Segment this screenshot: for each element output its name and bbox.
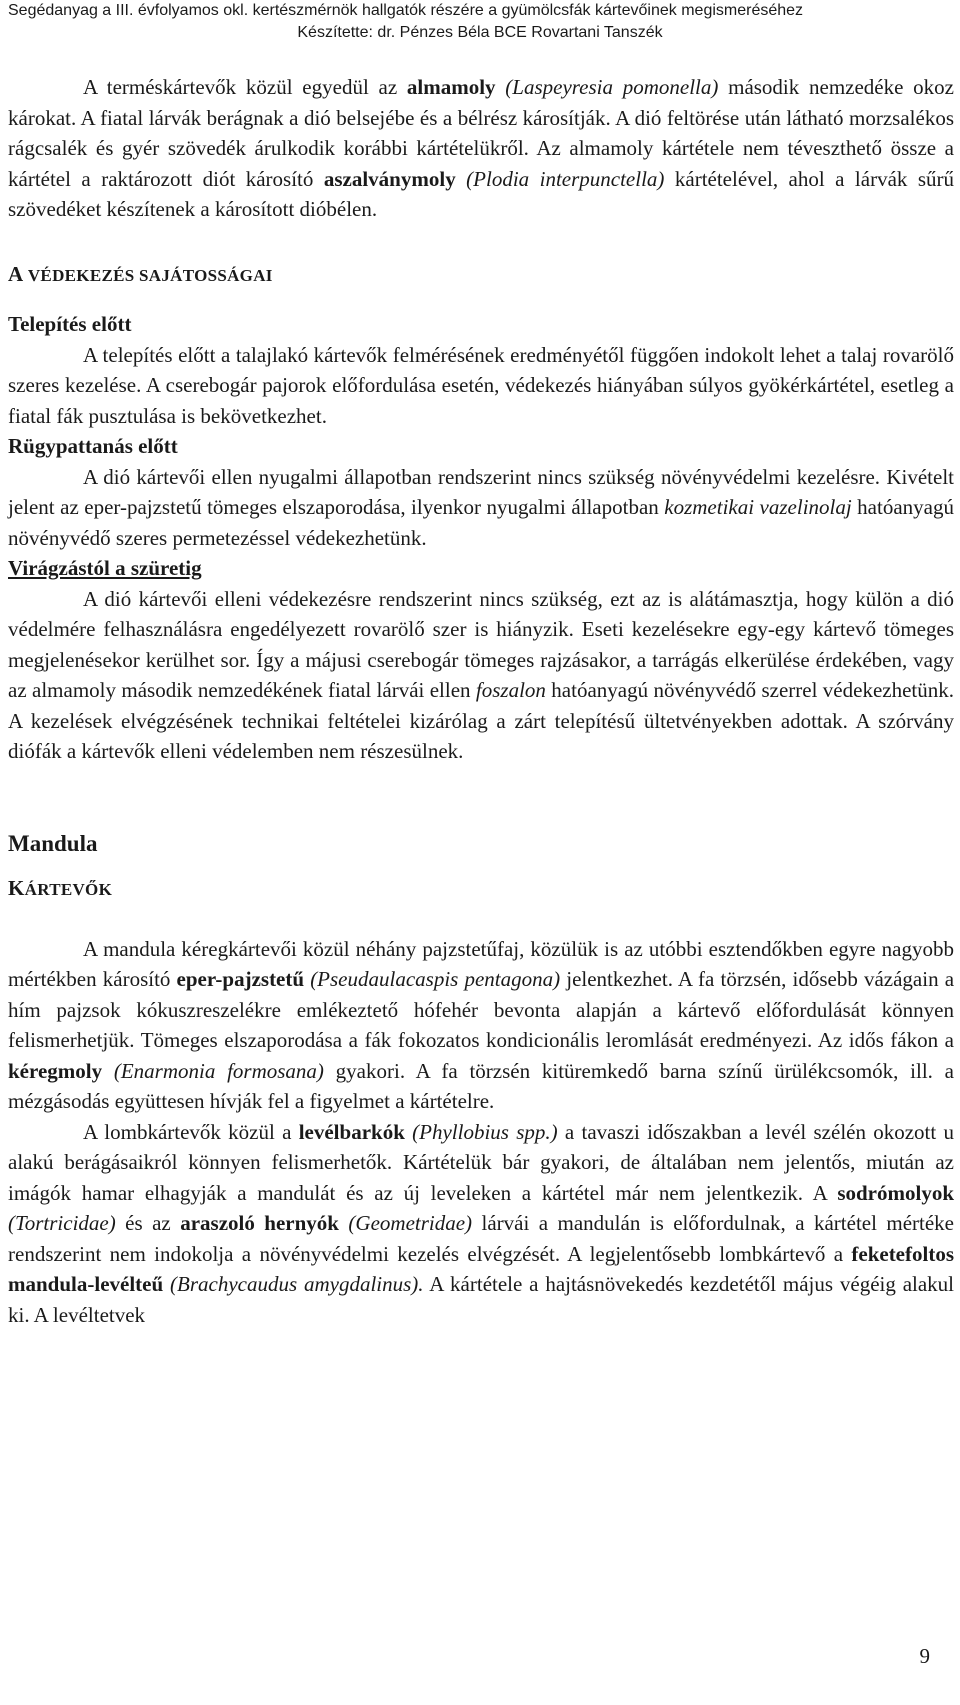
term-levelbarkok: levélbarkók: [298, 1119, 405, 1144]
term-aszalvanymoly: aszalványmoly: [323, 166, 456, 191]
text-run: lárvái a mandulán is előfordulnak, a kártétel mértéke rendszerint nem indokolja a növényvédelmi kezelés elvégzését. A legjelentősebb lombkártevő a: [8, 1211, 955, 1266]
term-sodromolyok: sodrómolyok: [837, 1180, 954, 1205]
header-line-2: Készítette: dr. Pénzes Béla BCE Rovartani Tanszék: [297, 24, 663, 41]
text-run: hatóanyagú növényvédő szeres permetezéssel védekezhetünk.: [8, 495, 954, 550]
text-run: A dió kártevői ellen nyugalmi állapotban rendszerint nincs szükség növényvédelmi kezelésre. Kivételt jelent az eper-pajzstetű tömeges elszaporodása, ilyenkor nyugalmi állapotban: [8, 464, 954, 519]
text-run: hatóanyagú növényvédő szerrel védekezhetünk. A kezelések elvégzésének technikai feltételei kizárólag a zárt telepítésű ültetvényekben adottak. A szórvány diófák a kártevők elleni védelemben nem részesülnek.: [8, 678, 954, 763]
heading-capital: K: [8, 876, 25, 900]
section-heading-kartevok: [8, 873, 954, 906]
latin-name: (Laspeyresia pomonella): [495, 75, 719, 99]
text-run: a tavaszi időszakban a levél szélén okozott u alakú berágásaikról könnyen felismerhetők. Kártételük bár gyakori, de általában nem jelentős, miután az imágók hamar elhagyják a mandulát és az új leveleken a kártétel már nem jelentkezik. A: [8, 1119, 955, 1205]
paragraph-almamoly: [8, 72, 954, 225]
term-eper-pajzstetu: eper-pajzstetű: [176, 967, 305, 991]
subheading-telepites: [8, 309, 954, 340]
paragraph-rugypattanas: [8, 462, 954, 554]
subheading-rugypattanas: [8, 431, 954, 462]
latin-name: (Tortricidae): [8, 1211, 116, 1235]
text-run: és az: [115, 1211, 181, 1235]
term-feketefoltos-levelteu: feketefoltos mandula-levélteű: [8, 1241, 954, 1296]
subheading-text: Telepítés előtt: [8, 312, 132, 336]
latin-name: (Plodia interpunctella): [455, 166, 665, 191]
active-ingredient: kozmetikai vazelinolaj: [664, 495, 852, 519]
text-run: A lombkártevők közül a: [83, 1119, 299, 1144]
paragraph-telepites: A telepítés előtt a talajlakó kártevők felmérésének eredményétől függően indokolt lehet a talaj rovarölő szeres kezelése. A cserebogár pajorok előfordulása esetén, védekezés hiányában súlyos gyökérkártétel, esetleg a fiatal fák pusztulása is bekövetkezhet.: [8, 342, 954, 428]
text-run: A dió kártevői elleni védekezésre rendszerint nincs szükség, ezt az is alátámasztja, hogy külön a dió védelmére felhasználásra engedélyezett rovarölő szer is hiányzik. Eseti kezelésekre egy-egy kártevő tömeges megjelenésekor kerülhet sor. Így a májusi cserebogár tömeges rajzásakor, a tarrágás elkerülése érdekében, vagy az almamoly második nemzedékének fiatal lárvái ellen: [8, 586, 954, 702]
text-run: jelentkezhet. A fa törzsén, idősebb vázágain a hím pajzsok kókuszreszelékre emlékeztető hófehér bevonta alapján a kártevő előfordulását könnyen felismerhetjük. Tömeges elszaporodása a fák fokozatos kondicionális leromlását eredményezi. Az idős fákon a: [8, 967, 955, 1052]
latin-name: (Enarmonia formosana): [102, 1058, 324, 1083]
page-header: [0, 0, 960, 50]
text-run: A mandula kéregkártevői közül néhány pajzstetűfaj, közülük is az utóbbi esztendőkben egyre nagyobb mértékben károsító: [8, 936, 954, 991]
term-araszolo-hernyok: araszoló hernyók: [180, 1211, 339, 1235]
page-number: 9: [919, 1644, 930, 1668]
section-heading-vedekezes: [8, 259, 954, 292]
latin-name: (Brachycaudus amygdalinus).: [163, 1272, 424, 1296]
document-body: [8, 72, 954, 1330]
text-run: gyakori. A fa törzsén kitüremkedő barna színű ürülékcsomók, ill. a mézgásodás együttesen hívják fel a figyelmet a kártételre.: [8, 1058, 954, 1113]
heading-capital: A: [8, 261, 28, 286]
subheading-viragzas: [8, 553, 954, 584]
heading-smallcaps: VÉDEKEZÉS SAJÁTOSSÁGAI: [27, 265, 273, 285]
paragraph-mandula-kereg: [8, 934, 954, 1117]
heading-smallcaps: ÁRTEVŐK: [24, 880, 113, 899]
term-keregmoly: kéregmoly: [8, 1058, 103, 1083]
latin-name: (Pseudaulacaspis pentagona): [304, 967, 561, 991]
active-ingredient: foszalon: [475, 678, 546, 702]
text-run: A terméskártevők közül egyedül az: [83, 75, 407, 99]
subheading-text: Virágzástól a szüretig: [8, 556, 202, 580]
term-almamoly: almamoly: [406, 75, 496, 99]
paragraph-mandula-lomb: [8, 1117, 954, 1331]
text-run: második nemzedéke okoz károkat. A fiatal lárvák berágnak a dió belsejébe és a bélrész károsítják. A dió feltörése után látható morzsalékos rágcsalék és gyér szövedék árulkodik korábbi kártételükről. Az almamoly kártétele nem téveszthető össze a kártétel a raktározott diót károsító: [8, 75, 954, 191]
header-line-1: Segédanyag a III. évfolyamos okl. kertészmérnök hallgatók részére a gyümölcsfák kártevőinek megismeréséhez: [8, 2, 804, 19]
section-title-mandula: Mandula: [8, 830, 98, 856]
text-run: kártételével, ahol a lárvák sűrű szövedéket készítenek a károsított dióbélen.: [8, 166, 955, 221]
subheading-text: Rügypattanás előtt: [8, 434, 178, 458]
latin-name: (Geometridae): [338, 1211, 473, 1235]
paragraph-viragzas: [8, 584, 954, 767]
latin-name: (Phyllobius spp.): [404, 1119, 558, 1144]
text-run: A kártétele a hajtásnövekedés kezdetétől május végéig alakul ki. A levéltetvek: [8, 1272, 954, 1327]
